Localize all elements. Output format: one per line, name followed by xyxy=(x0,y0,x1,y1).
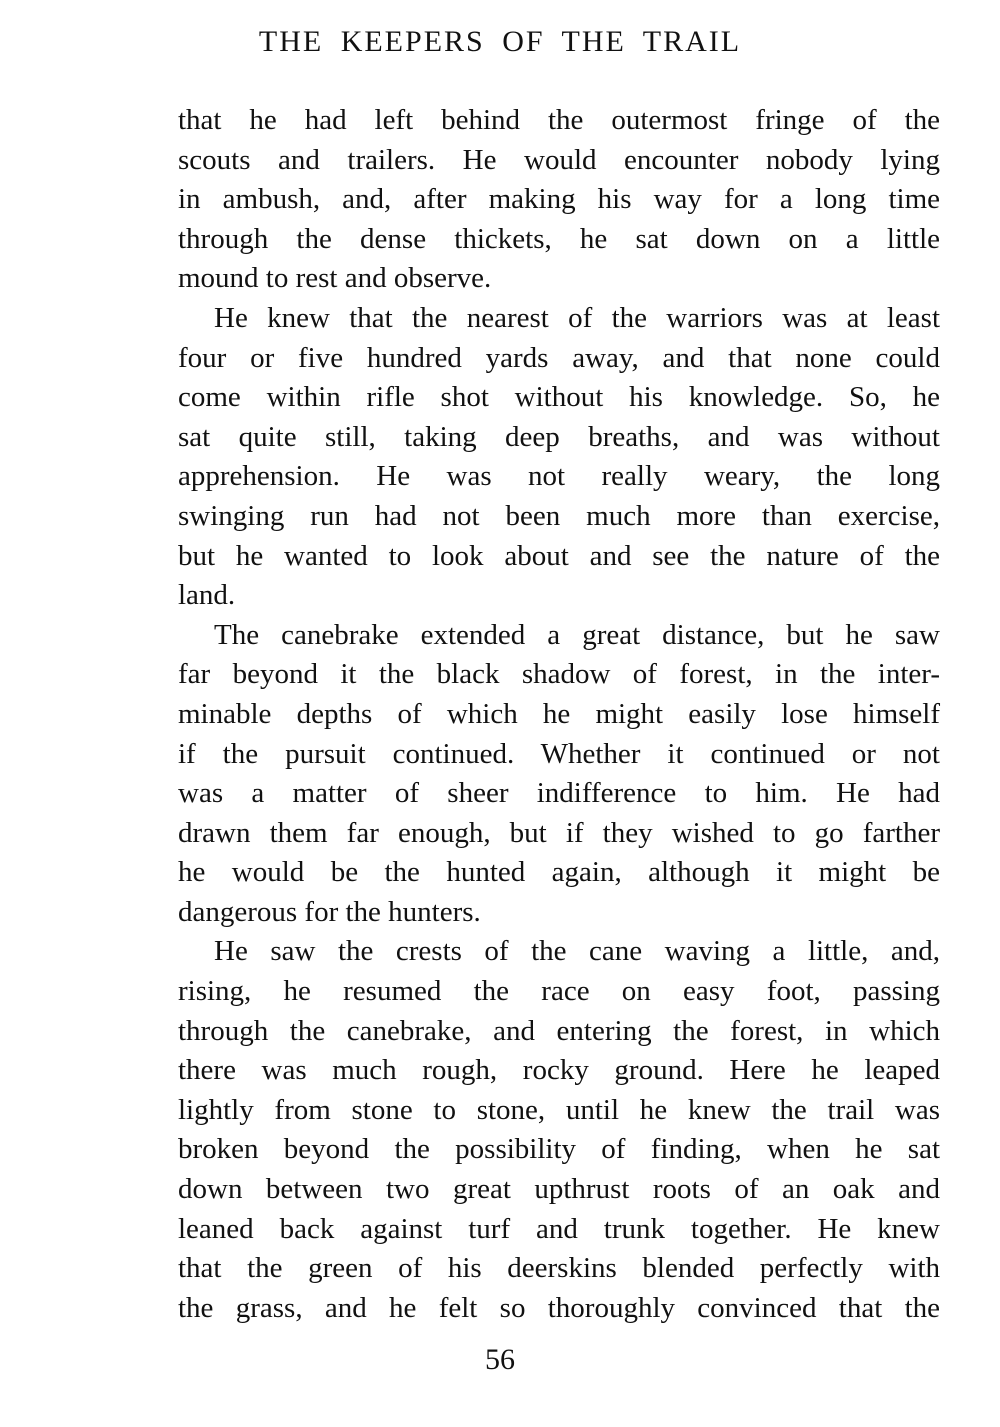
text-line: The canebrake extended a great distance, but he saw xyxy=(214,618,940,651)
paragraph-1 xyxy=(178,101,940,299)
text-line: far beyond it the black shadow of forest, in the inter- xyxy=(178,658,940,691)
text-line: four or five hundred yards away, and that none could xyxy=(178,341,940,374)
text-line: lightly from stone to stone, until he knew the trail was xyxy=(178,1093,940,1126)
text-line: rising, he resumed the race on easy foot, passing xyxy=(178,975,940,1008)
text-line: leaned back against turf and trunk together. He knew xyxy=(178,1212,940,1245)
text-line: come within rifle shot without his knowledge. So, he xyxy=(178,381,940,414)
text-line: broken beyond the possibility of finding, when he sat xyxy=(178,1133,940,1166)
text-line: the grass, and he felt so thoroughly convinced that the xyxy=(178,1291,940,1324)
text-line: through the canebrake, and entering the forest, in which xyxy=(178,1014,940,1047)
text-line: but he wanted to look about and see the nature of the xyxy=(178,539,940,572)
text-line: swinging run had not been much more than exercise, xyxy=(178,499,940,532)
text-line: scouts and trailers. He would encounter nobody lying xyxy=(178,143,940,176)
text-line: minable depths of which he might easily lose himself xyxy=(178,697,940,730)
text-line: dangerous for the hunters. xyxy=(178,895,481,928)
text-line: in ambush, and, after making his way for a long time xyxy=(178,183,940,216)
text-line: apprehension. He was not really weary, the long xyxy=(178,460,940,493)
text-line: down between two great upthrust roots of an oak and xyxy=(178,1173,940,1206)
text-line: sat quite still, taking deep breaths, and was without xyxy=(178,420,940,453)
text-line: He saw the crests of the cane waving a little, and, xyxy=(214,935,940,968)
text-line: that the green of his deerskins blended perfectly with xyxy=(178,1252,940,1285)
running-head: THE KEEPERS OF THE TRAIL xyxy=(258,25,742,58)
body-text xyxy=(178,101,940,1328)
text-line: land. xyxy=(178,579,236,612)
paragraph-2 xyxy=(178,299,940,616)
paragraph-4 xyxy=(178,932,940,1328)
text-line: that he had left behind the outermost fringe of the xyxy=(178,104,940,136)
text-line: He knew that the nearest of the warriors was at least xyxy=(214,301,940,334)
text-line: if the pursuit continued. Whether it continued or not xyxy=(178,737,940,770)
text-line: was a matter of sheer indifference to him. He had xyxy=(178,777,940,810)
text-line: drawn them far enough, but if they wished to go farther xyxy=(178,816,940,849)
page-number: 56 xyxy=(485,1343,515,1376)
text-line: through the dense thickets, he sat down on a little xyxy=(178,222,940,255)
paragraph-3 xyxy=(178,616,940,933)
text-line: he would be the hunted again, although it might be xyxy=(178,856,940,889)
text-line: mound to rest and observe. xyxy=(178,262,492,295)
text-line: there was much rough, rocky ground. Here he leaped xyxy=(178,1054,940,1087)
